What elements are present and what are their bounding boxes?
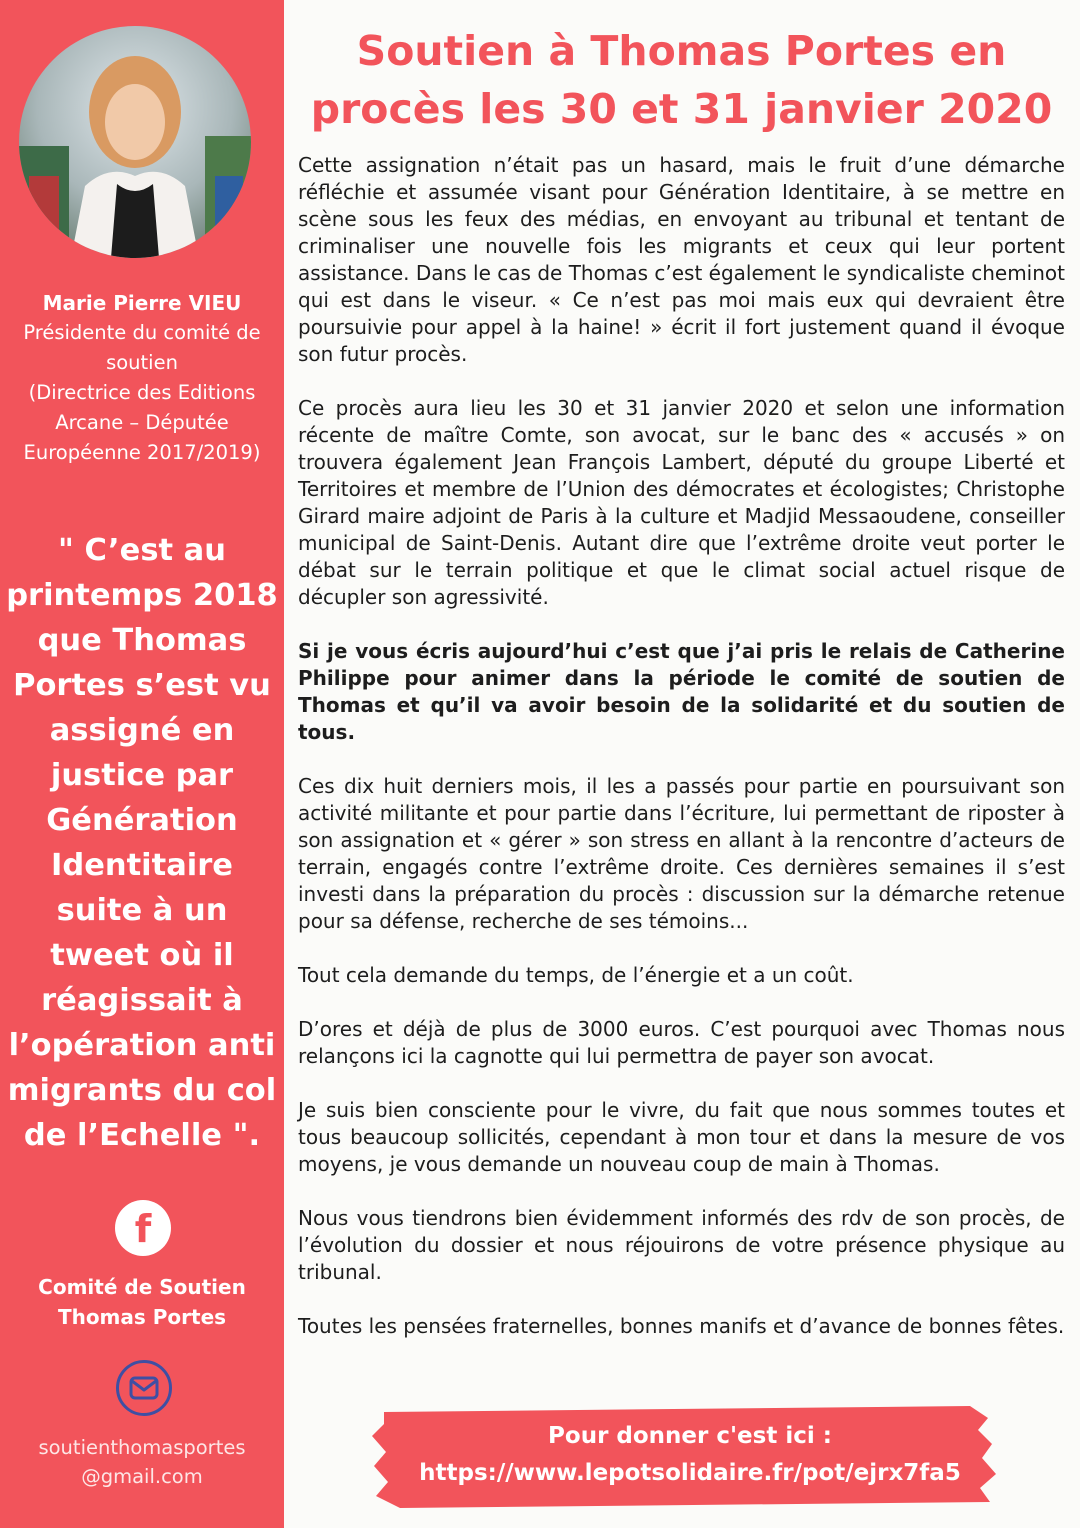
author-name: Marie Pierre VIEU: [42, 291, 242, 315]
donation-text: [370, 1418, 1010, 1492]
article: [298, 22, 1065, 1367]
paragraph: Ce procès aura lieu les 30 et 31 janvier 2020 et selon une information récente de maître Comte, son avocat, sur le banc des « accusés » on trouvera également Jean François Lambert, député du groupe Liberté et Territoires et membre de l’Union des démocrates et écologistes; Christophe Girard maire adjoint de Paris à la culture et Madjid Messaoudene, conseiller municipal de Saint-Denis. Autant dire que l’extrême droite veut porter le débat sur le terrain politique et que le climat social actuel risque de décupler son agressivité.: [298, 396, 1065, 609]
paragraph: Ces dix huit derniers mois, il les a passés pour partie en poursuivant son activité militante et pour partie dans l’écriture, lui permettant de riposter à son assignation et « gérer » son stress en allant à la rencontre d’acteurs de terrain, engagés contre l’extrême droite. Ces dernières semaines il s’est investi dans la préparation du procès : discussion sur la démarche retenue pour sa défense, recherche de ses témoins...: [298, 774, 1065, 933]
paragraph: Toutes les pensées fraternelles, bonnes manifs et d’avance de bonnes fêtes.: [298, 1314, 1065, 1338]
paragraph-emphasis: Si je vous écris aujourd’hui c’est que j’ai pris le relais de Catherine Philippe pour animer dans la période le comité de soutien de Thomas et qu’il va avoir besoin de la solidarité et du soutien de tous.: [298, 639, 1065, 744]
committee-line: Thomas Portes: [57, 1305, 227, 1329]
facebook-icon[interactable]: f: [115, 1200, 171, 1256]
divider: [284, 0, 288, 1528]
page-title: Soutien à Thomas Portes en procès les 30 et 31 janvier 2020: [310, 27, 1053, 133]
sidebar: [0, 0, 284, 1528]
author-photo: [19, 26, 251, 258]
paragraph: Cette assignation n’était pas un hasard, mais le fruit d’une démarche réfléchie et assumée visant pour Génération Identitaire, à se mettre en scène sous les feux des médias, en envoyant au tribunal et tentant de criminaliser une nouvelle fois les migrants et ceux qui leur portent assistance. Dans le cas de Thomas c’est également le syndicaliste cheminot qui est dans le viseur. « Ce n’est pas moi mais eux qui devraient être poursuivie pour appel à la haine! » écrit il fort justement quand il évoque son futur procès.: [298, 153, 1065, 366]
donation-banner[interactable]: [370, 1404, 998, 1510]
committee-line: Comité de Soutien: [38, 1275, 246, 1299]
email-address[interactable]: [0, 1433, 284, 1491]
author-block: [0, 288, 284, 468]
paragraph: Je suis bien consciente pour le vivre, du fait que nous sommes toutes et tous beaucoup sollicités, cependant à mon tour et dans la mesure de vos moyens, je vous demande un nouveau coup de main à Thomas.: [298, 1098, 1065, 1176]
email-line: soutienthomasportes: [38, 1436, 246, 1459]
author-role: Présidente du comité de soutien: [23, 321, 261, 374]
donation-link[interactable]: https://www.lepotsolidaire.fr/pot/ejrx7fa5: [419, 1460, 961, 1486]
donation-label: Pour donner c'est ici :: [548, 1423, 832, 1449]
email-line: @gmail.com: [81, 1465, 203, 1488]
paragraph: D’ores et déjà de plus de 3000 euros. C’est pourquoi avec Thomas nous relançons ici la cagnotte qui lui permettra de payer son avocat.: [298, 1017, 1065, 1068]
pull-quote: " C’est au printemps 2018 que Thomas Portes s’est vu assigné en justice par Génération Identitaire suite à un tweet où il réagissait à l’opération anti migrants du col de l’Echelle ".: [6, 533, 278, 1153]
paragraph: Nous vous tiendrons bien évidemment informés des rdv de son procès, de l’évolution du dossier et nous réjouirons de votre présence physique au tribunal.: [298, 1206, 1065, 1284]
committee-name: [0, 1272, 284, 1332]
author-bio: (Directrice des Editions Arcane – Députée Européenne 2017/2019): [23, 381, 261, 464]
paragraph: Tout cela demande du temps, de l’énergie et a un coût.: [298, 963, 854, 987]
mail-icon[interactable]: [116, 1360, 172, 1416]
